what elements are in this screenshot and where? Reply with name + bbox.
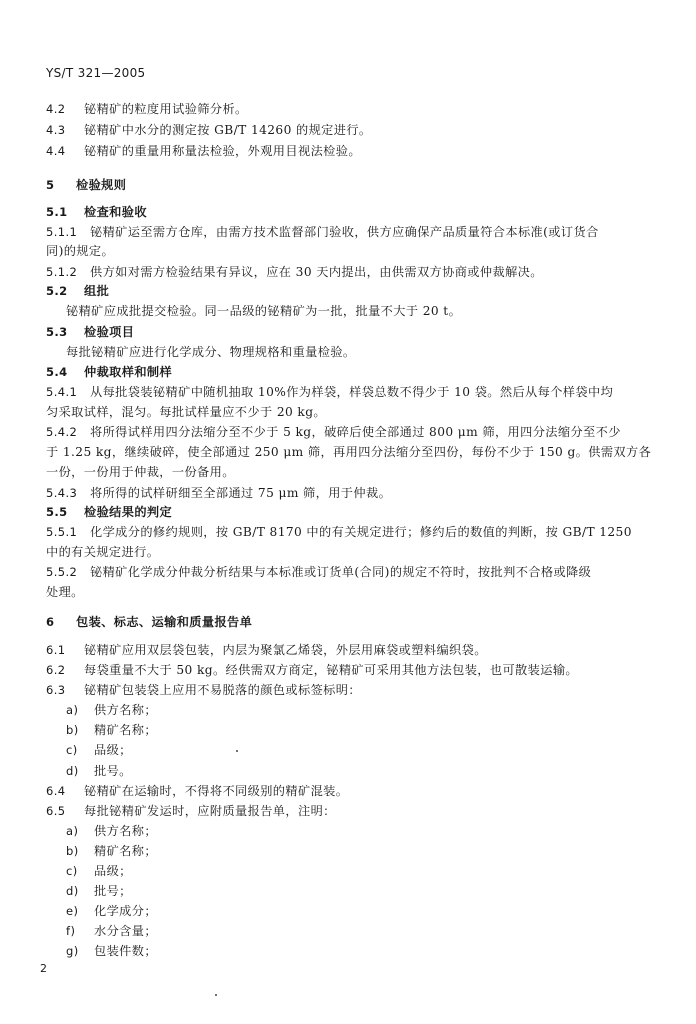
section-title: 检验规则: [76, 178, 127, 192]
list-item-text: 化学成分；: [94, 904, 157, 918]
list-item: [66, 703, 157, 717]
list-item-text: 品级；: [94, 743, 132, 757]
clause-number: 5.2: [46, 284, 68, 298]
scan-speck: [215, 994, 217, 996]
clause-text: 铋精矿化学成分仲裁分析结果与本标准或订货单(合同)的规定不符时，按批判不合格或降级: [90, 565, 592, 579]
clause-line: [46, 643, 487, 657]
list-item: [66, 743, 132, 757]
clause-number: 4.3: [46, 123, 66, 137]
clause-line: [46, 565, 591, 579]
clause-paragraph: [66, 345, 356, 359]
clause-text: 铋精矿的粒度用试验筛分析。: [84, 102, 248, 116]
list-item-label: g): [66, 944, 79, 958]
clause-number: 5.4.2: [46, 425, 78, 439]
clause-text: 供方如对需方检验结果有异议，应在 30 天内提出，由供需双方协商或仲裁解决。: [90, 265, 543, 279]
list-item: [66, 924, 157, 938]
clause-line: [46, 804, 336, 818]
section-heading: [46, 615, 252, 629]
clause-number: 6.2: [46, 663, 66, 677]
clause-text: 匀采取试样，混匀。每批试样量应不少于 20 kg。: [46, 405, 327, 419]
list-item: [66, 884, 132, 898]
list-item-text: 品级；: [94, 864, 132, 878]
clause-continuation: [46, 545, 159, 559]
section-title: 包装、标志、运输和质量报告单: [76, 615, 253, 629]
page-number: 2: [40, 962, 47, 975]
clause-number: 5.4.3: [46, 486, 78, 500]
clause-line: [46, 123, 372, 137]
clause-text: 铋精矿运至需方仓库，由需方技术监督部门验收，供方应确保产品质量符合本标准(或订货合: [90, 225, 599, 239]
clause-text: 铋精矿的重量用称量法检验，外观用目视法检验。: [84, 144, 361, 158]
list-item-label: b): [66, 844, 79, 858]
list-item-text: 供方名称；: [94, 703, 157, 717]
clause-continuation: [46, 405, 326, 419]
clause-line: [46, 102, 248, 116]
list-item-label: b): [66, 723, 79, 737]
list-item-label: a): [66, 703, 79, 717]
clause-line: [46, 784, 348, 798]
clause-text: 铋精矿在运输时，不得将不同级别的精矿混装。: [84, 784, 349, 798]
standard-code-header: YS/T 321—2005: [46, 66, 146, 80]
clause-number: 5.4: [46, 365, 68, 379]
list-item-text: 供方名称；: [94, 824, 157, 838]
clause-number: 5.1.1: [46, 225, 78, 239]
list-item: [66, 723, 157, 737]
list-item-text: 精矿名称；: [94, 723, 157, 737]
clause-text: 中的有关规定进行。: [46, 545, 160, 559]
list-item-label: d): [66, 764, 79, 778]
clause-number: 6.4: [46, 784, 66, 798]
subsection-title: 检验结果的判定: [84, 505, 173, 519]
subsection-heading: [46, 365, 172, 379]
list-item: [66, 844, 157, 858]
clause-line: [46, 385, 613, 399]
clause-number: 4.4: [46, 144, 66, 158]
clause-text: 每袋重量不大于 50 kg。经供需双方商定，铋精矿可采用其他方法包装，也可散装运输。: [84, 663, 578, 677]
clause-text: 一份，一份用于仲裁，一份备用。: [46, 465, 235, 479]
subsection-heading: [46, 205, 147, 219]
clause-number: 4.2: [46, 102, 66, 116]
clause-text: 将所得的试样研细至全部通过 75 μm 筛，用于仲裁。: [90, 486, 392, 500]
subsection-title: 组批: [84, 284, 110, 298]
clause-line: [46, 663, 578, 677]
clause-number: 5.5: [46, 505, 68, 519]
clause-number: 5.1: [46, 205, 68, 219]
clause-number: 5.5.2: [46, 565, 78, 579]
clause-line: [46, 683, 361, 697]
list-item: [66, 764, 132, 778]
section-heading: [46, 178, 126, 192]
clause-number: 5.4.1: [46, 385, 78, 399]
list-item: [66, 864, 132, 878]
subsection-title: 检查和验收: [84, 205, 147, 219]
list-item-label: c): [66, 743, 78, 757]
clause-continuation: [46, 465, 235, 479]
clause-text: 铋精矿中水分的测定按 GB/T 14260 的规定进行。: [84, 123, 372, 137]
list-item-text: 批号。: [94, 764, 132, 778]
subsection-heading: [46, 284, 109, 298]
clause-line: [46, 265, 543, 279]
clause-continuation: [46, 244, 114, 258]
clause-text: 于 1.25 kg，继续破碎，使全部通过 250 μm 筛，再用四分法缩分至四份，每份不少于 150 g。供需双方各: [46, 445, 652, 459]
clause-text: 铋精矿应用双层袋包装，内层为聚氯乙烯袋，外层用麻袋或塑料编织袋。: [84, 643, 487, 657]
list-item-label: c): [66, 864, 78, 878]
subsection-title: 仲裁取样和制样: [84, 365, 173, 379]
list-item-text: 精矿名称；: [94, 844, 157, 858]
clause-text: 处理。: [46, 585, 84, 599]
clause-line: [46, 425, 621, 439]
list-item-label: e): [66, 904, 79, 918]
clause-line: [46, 144, 361, 158]
clause-number: 5.5.1: [46, 525, 78, 539]
clause-number: 6.5: [46, 804, 66, 818]
clause-text: 化学成分的修约规则，按 GB/T 8170 中的有关规定进行；修约后的数值的判断，按 GB/T 1250: [90, 525, 632, 539]
list-item-label: a): [66, 824, 79, 838]
subsection-heading: [46, 325, 134, 339]
clause-continuation: [46, 445, 651, 459]
clause-paragraph: [66, 304, 461, 318]
clause-number: 5.1.2: [46, 265, 78, 279]
clause-text: 铋精矿包装袋上应用不易脱落的颜色或标签标明：: [84, 683, 361, 697]
clause-continuation: [46, 585, 84, 599]
list-item-text: 水分含量；: [94, 924, 157, 938]
clause-line: [46, 225, 599, 239]
section-number: 6: [46, 615, 55, 629]
clause-text: 将所得试样用四分法缩分至不少于 5 kg，破碎后使全部通过 800 μm 筛，用四分法缩分至不少: [90, 425, 621, 439]
section-number: 5: [46, 178, 55, 192]
list-item: [66, 904, 157, 918]
list-item-label: d): [66, 884, 79, 898]
clause-text: 从每批袋装铋精矿中随机抽取 10%作为样袋，样袋总数不得少于 10 袋。然后从每个样袋中均: [90, 385, 614, 399]
list-item: [66, 824, 157, 838]
list-item: [66, 944, 157, 958]
clause-line: [46, 525, 632, 539]
clause-text: 每批铋精矿发运时，应附质量报告单，注明：: [84, 804, 336, 818]
list-item-text: 批号；: [94, 884, 132, 898]
clause-number: 5.3: [46, 325, 68, 339]
clause-number: 6.1: [46, 643, 66, 657]
clause-text: 每批铋精矿应进行化学成分、物理规格和重量检验。: [66, 345, 356, 359]
list-item-label: f): [66, 924, 76, 938]
clause-text: 同)的规定。: [46, 244, 115, 258]
scan-speck: [236, 750, 238, 752]
clause-line: [46, 486, 391, 500]
clause-text: 铋精矿应成批提交检验。同一品级的铋精矿为一批，批量不大于 20 t。: [66, 304, 462, 318]
subsection-heading: [46, 505, 172, 519]
subsection-title: 检验项目: [84, 325, 135, 339]
list-item-text: 包装件数；: [94, 944, 157, 958]
clause-number: 6.3: [46, 683, 66, 697]
